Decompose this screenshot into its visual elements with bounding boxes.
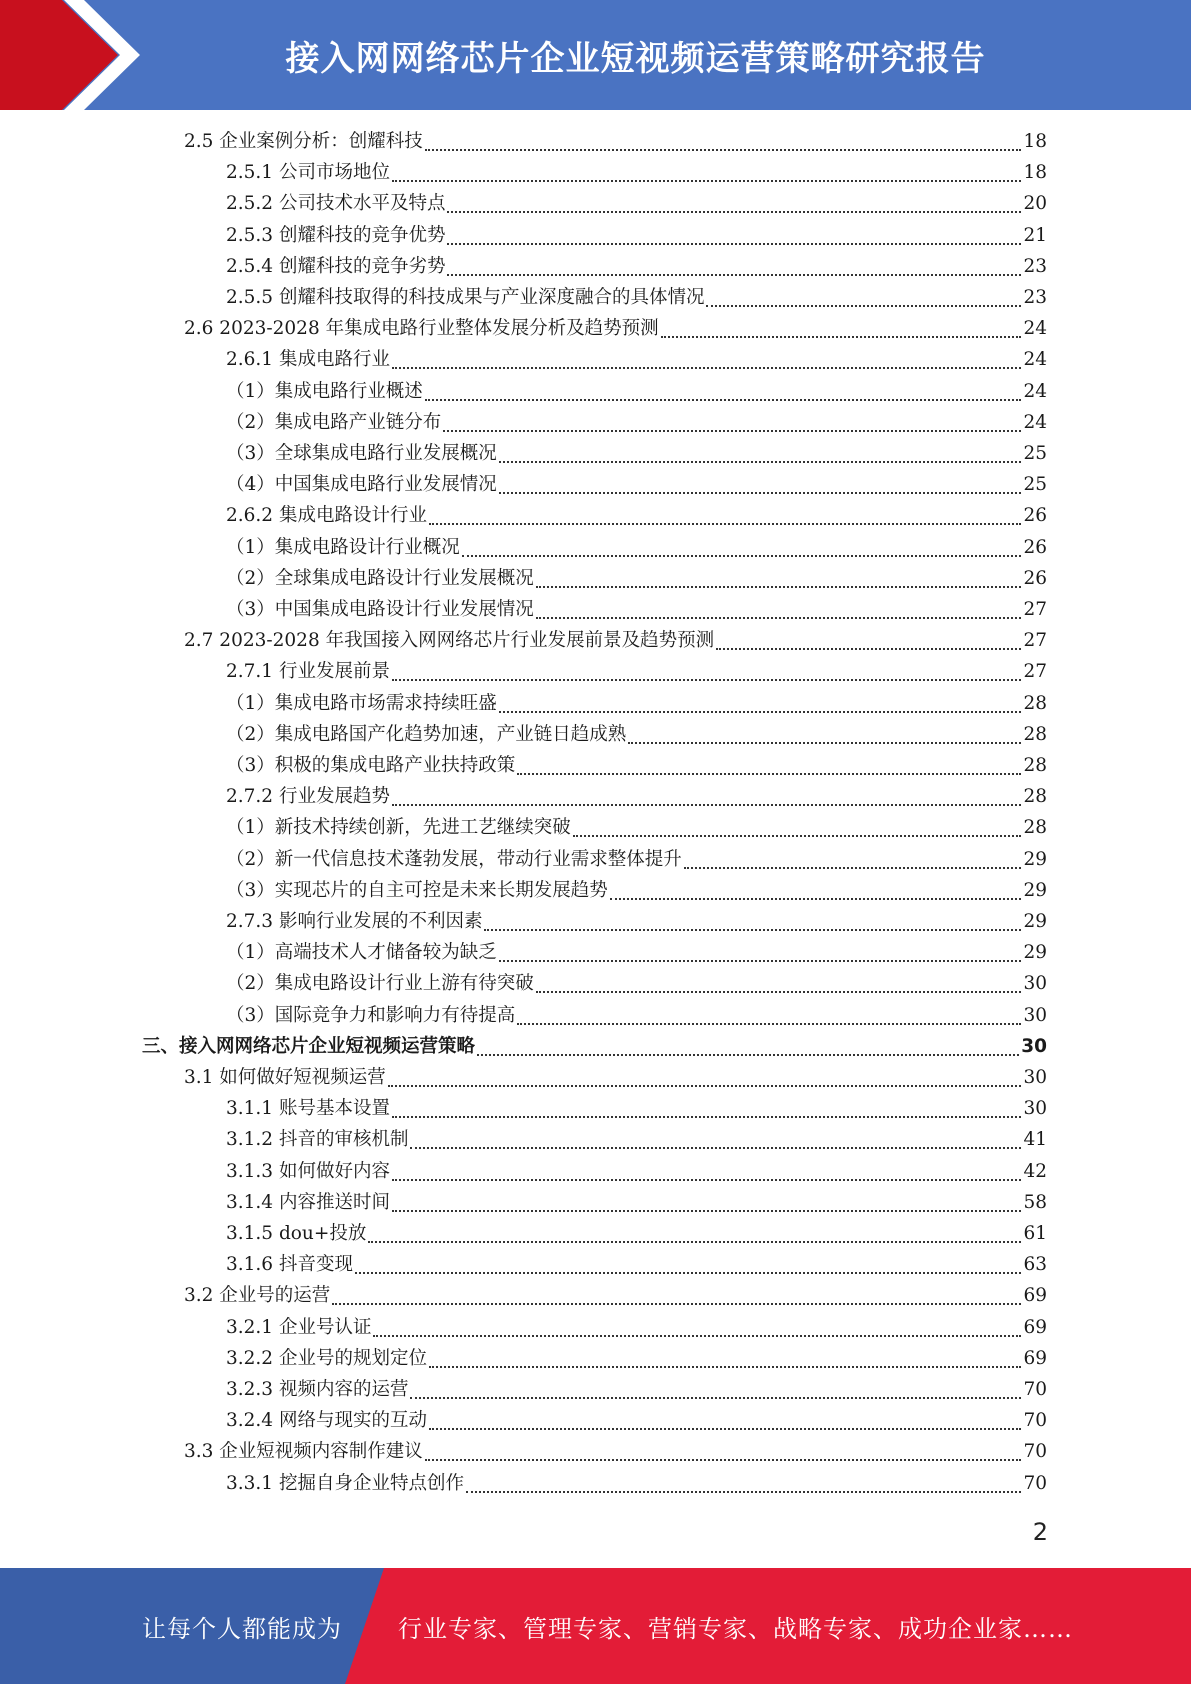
toc-entry-page: 27	[1023, 661, 1047, 683]
toc-entry-page: 25	[1023, 443, 1047, 464]
toc-dot-leader	[425, 1459, 1022, 1461]
toc-entry-page: 58	[1023, 1191, 1047, 1213]
toc-entry[interactable]	[226, 377, 1047, 408]
toc-entry-title: 2.7.3 影响行业发展的不利因素	[226, 911, 483, 932]
toc-dot-leader	[484, 929, 1021, 931]
footer-slogan-right: 行业专家、管理专家、营销专家、战略专家、成功企业家……	[398, 1614, 1073, 1643]
toc-entry[interactable]	[226, 1001, 1047, 1032]
toc-entry-page: 30	[1023, 1067, 1047, 1088]
toc-entry-title: 2.6.2 集成电路设计行业	[226, 505, 427, 527]
toc-dot-leader	[392, 367, 1021, 369]
toc-entry-title: 2.5 企业案例分析：创耀科技	[184, 131, 423, 152]
toc-entry-page: 27	[1023, 630, 1047, 652]
toc-entry-page: 69	[1023, 1347, 1047, 1369]
toc-dot-leader	[388, 1085, 1022, 1087]
toc-entry-page: 63	[1023, 1254, 1047, 1276]
toc-dot-leader	[392, 180, 1021, 182]
toc-dot-leader	[499, 461, 1022, 463]
toc-entry[interactable]	[226, 1094, 1047, 1125]
toc-entry-title: （3）积极的集成电路产业扶持政策	[226, 755, 516, 776]
toc-dot-leader	[517, 773, 1021, 775]
toc-entry-page: 26	[1023, 567, 1047, 589]
toc-entry[interactable]	[226, 845, 1047, 876]
toc-dot-leader	[392, 1116, 1021, 1118]
toc-dot-leader	[410, 1397, 1021, 1399]
toc-dot-leader	[392, 1210, 1021, 1212]
toc-entry-page: 28	[1023, 755, 1047, 776]
toc-entry[interactable]	[226, 252, 1047, 283]
toc-entry-title: （2）新一代信息技术蓬勃发展，带动行业需求整体提升	[226, 848, 682, 870]
toc-entry[interactable]	[226, 1406, 1047, 1437]
toc-entry-page: 41	[1023, 1129, 1047, 1151]
toc-entry[interactable]	[226, 595, 1047, 626]
toc-entry-page: 26	[1023, 536, 1047, 558]
toc-entry[interactable]	[226, 533, 1047, 564]
toc-entry[interactable]	[226, 969, 1047, 1000]
toc-entry-title: （1）高端技术人才储备较为缺乏	[226, 942, 497, 964]
toc-entry[interactable]	[226, 1344, 1047, 1375]
toc-dot-leader	[706, 305, 1021, 307]
toc-entry-title: （2）全球集成电路设计行业发展概况	[226, 567, 534, 589]
toc-dot-leader	[628, 742, 1021, 744]
toc-entry[interactable]	[184, 1437, 1047, 1468]
toc-entry-page: 27	[1023, 599, 1047, 620]
toc-entry-page: 30	[1021, 1035, 1047, 1057]
toc-entry-title: （1）集成电路设计行业概况	[226, 536, 460, 558]
toc-dot-leader	[410, 1147, 1021, 1149]
toc-dot-leader	[425, 149, 1022, 151]
toc-entry-page: 69	[1023, 1316, 1047, 1338]
toc-dot-leader	[573, 835, 1022, 837]
toc-entry-page: 30	[1023, 1004, 1047, 1026]
toc-entry-page: 28	[1023, 786, 1047, 808]
toc-dot-leader	[368, 1241, 1021, 1243]
toc-entry[interactable]	[226, 720, 1047, 751]
toc-dot-leader	[536, 991, 1022, 993]
toc-entry-title: 2.7.2 行业发展趋势	[226, 786, 390, 808]
toc-entry[interactable]	[226, 1250, 1047, 1281]
toc-entry-page: 26	[1023, 505, 1047, 527]
toc-entry[interactable]	[226, 1125, 1047, 1156]
toc-entry-title: 2.5.2 公司技术水平及特点	[226, 193, 446, 215]
toc-dot-leader	[447, 211, 1021, 213]
toc-entry-page: 29	[1023, 879, 1047, 901]
toc-dot-leader	[447, 243, 1021, 245]
toc-entry[interactable]	[184, 127, 1047, 158]
toc-dot-leader	[499, 711, 1022, 713]
toc-dot-leader	[429, 523, 1021, 525]
toc-entry-title: （3）实现芯片的自主可控是未来长期发展趋势	[226, 879, 608, 901]
toc-entry-title: 3.1 如何做好短视频运营	[184, 1067, 386, 1088]
toc-dot-leader	[462, 555, 1022, 557]
toc-dot-leader	[355, 1272, 1022, 1274]
toc-entry[interactable]	[226, 689, 1047, 720]
toc-dot-leader	[443, 430, 1021, 432]
page-number: 2	[1032, 1518, 1048, 1546]
toc-entry-page: 20	[1023, 193, 1047, 215]
toc-dot-leader	[536, 586, 1022, 588]
toc-entry[interactable]	[226, 564, 1047, 595]
toc-entry[interactable]	[226, 876, 1047, 907]
toc-entry[interactable]	[226, 657, 1047, 688]
toc-dot-leader	[499, 492, 1022, 494]
toc-dot-leader	[429, 1428, 1021, 1430]
toc-dot-leader	[661, 336, 1022, 338]
toc-entry-title: 3.1.4 内容推送时间	[226, 1191, 390, 1213]
toc-entry-page: 18	[1023, 131, 1047, 152]
toc-entry-title: 3.1.1 账号基本设置	[226, 1098, 390, 1120]
toc-entry[interactable]	[184, 314, 1047, 345]
toc-entry-page: 24	[1023, 318, 1047, 340]
toc-dot-leader	[517, 1023, 1021, 1025]
toc-dot-leader	[466, 1491, 1021, 1493]
page-header	[0, 0, 1191, 110]
toc-entry-page: 24	[1023, 380, 1047, 402]
toc-entry-title: 2.5.3 创耀科技的竞争优势	[226, 224, 446, 246]
toc-entry[interactable]	[226, 938, 1047, 969]
toc-entry[interactable]	[226, 283, 1047, 314]
toc-entry-title: （3）全球集成电路行业发展概况	[226, 443, 497, 464]
toc-entry-page: 70	[1023, 1441, 1047, 1463]
toc-entry-title: 3.1.3 如何做好内容	[226, 1160, 390, 1182]
toc-entry-title: 2.7.1 行业发展前景	[226, 661, 390, 683]
toc-entry-title: 2.6 2023-2028 年集成电路行业整体发展分析及趋势预测	[184, 318, 659, 340]
toc-entry-page: 61	[1023, 1223, 1047, 1244]
toc-entry[interactable]	[226, 813, 1047, 844]
toc-entry-title: （2）集成电路设计行业上游有待突破	[226, 973, 534, 995]
toc-entry-title: 三、接入网网络芯片企业短视频运营策略	[142, 1035, 476, 1057]
header-arrow-logo	[0, 0, 150, 110]
toc-entry-title: 3.2.4 网络与现实的互动	[226, 1410, 427, 1432]
toc-entry[interactable]	[226, 907, 1047, 938]
toc-dot-leader	[716, 648, 1021, 650]
toc-entry-title: 3.3 企业短视频内容制作建议	[184, 1441, 423, 1463]
toc-entry[interactable]	[226, 439, 1047, 470]
toc-entry[interactable]	[226, 501, 1047, 532]
toc-entry-page: 18	[1023, 162, 1047, 184]
toc-dot-leader	[392, 1179, 1021, 1181]
toc-entry-title: 2.5.5 创耀科技取得的科技成果与产业深度融合的具体情况	[226, 287, 705, 308]
toc-entry[interactable]	[184, 1063, 1047, 1094]
toc-entry[interactable]	[226, 1375, 1047, 1406]
toc-entry-page: 21	[1023, 224, 1047, 246]
toc-entry-page: 29	[1023, 848, 1047, 870]
toc-dot-leader	[610, 898, 1022, 900]
toc-entry-page: 69	[1023, 1285, 1047, 1307]
toc-dot-leader	[429, 1366, 1021, 1368]
toc-entry-title: （1）集成电路行业概述	[226, 380, 423, 402]
toc-entry-page: 24	[1023, 349, 1047, 371]
toc-entry-title: （1）新技术持续创新，先进工艺继续突破	[226, 817, 571, 839]
toc-entry[interactable]	[226, 221, 1047, 252]
toc-entry[interactable]	[226, 345, 1047, 376]
toc-entry-page: 29	[1023, 911, 1047, 932]
toc-entry[interactable]	[226, 1188, 1047, 1219]
toc-entry-title: 3.2.2 企业号的规划定位	[226, 1347, 427, 1369]
toc-dot-leader	[536, 617, 1022, 619]
toc-entry-title: 2.7 2023-2028 年我国接入网网络芯片行业发展前景及趋势预测	[184, 630, 715, 652]
toc-entry[interactable]	[226, 189, 1047, 220]
toc-entry[interactable]	[142, 1032, 1047, 1063]
toc-entry[interactable]	[226, 1157, 1047, 1188]
toc-entry-title: （2）集成电路产业链分布	[226, 411, 442, 433]
toc-dot-leader	[392, 804, 1021, 806]
toc-dot-leader	[499, 960, 1022, 962]
toc-dot-leader	[392, 679, 1021, 681]
toc-entry[interactable]	[184, 626, 1047, 657]
footer-slogan-left: 让每个人都能成为	[142, 1614, 342, 1643]
toc-entry-page: 70	[1023, 1472, 1047, 1494]
toc-entry-page: 42	[1023, 1160, 1047, 1182]
toc-entry-page: 24	[1023, 411, 1047, 433]
toc-dot-leader	[332, 1303, 1021, 1305]
toc-entry-title: 3.1.2 抖音的审核机制	[226, 1129, 409, 1151]
toc-entry-title: 3.1.6 抖音变现	[226, 1254, 353, 1276]
toc-entry-title: 3.2 企业号的运营	[184, 1285, 331, 1307]
toc-entry[interactable]	[184, 1281, 1047, 1312]
toc-entry-title: 3.1.5 dou+投放	[226, 1223, 367, 1244]
toc-entry[interactable]	[226, 1219, 1047, 1250]
toc-entry-title: 3.3.1 挖掘自身企业特点创作	[226, 1472, 464, 1494]
toc-entry[interactable]	[226, 782, 1047, 813]
toc-entry-title: 3.2.1 企业号认证	[226, 1316, 372, 1338]
toc-dot-leader	[477, 1054, 1019, 1056]
toc-entry[interactable]	[226, 158, 1047, 189]
toc-entry-page: 29	[1023, 942, 1047, 964]
toc-entry-title: （3）国际竞争力和影响力有待提高	[226, 1004, 516, 1026]
toc-entry-page: 23	[1023, 287, 1047, 308]
toc-entry-title: （1）集成电路市场需求持续旺盛	[226, 692, 497, 714]
toc-dot-leader	[447, 274, 1021, 276]
toc-entry[interactable]	[226, 408, 1047, 439]
toc-entry[interactable]	[226, 470, 1047, 501]
toc-entry[interactable]	[226, 1469, 1047, 1500]
report-title: 接入网网络芯片企业短视频运营策略研究报告	[285, 38, 986, 79]
toc-dot-leader	[684, 867, 1022, 869]
toc-entry[interactable]	[226, 751, 1047, 782]
toc-entry-page: 70	[1023, 1379, 1047, 1400]
toc-entry-page: 30	[1023, 973, 1047, 995]
toc-entry-title: （4）中国集成电路行业发展情况	[226, 474, 497, 496]
toc-entry-page: 25	[1023, 474, 1047, 496]
toc-entry-title: （3）中国集成电路设计行业发展情况	[226, 599, 534, 620]
toc-entry-title: 2.6.1 集成电路行业	[226, 349, 390, 371]
toc-dot-leader	[425, 399, 1022, 401]
toc-entry-title: 3.2.3 视频内容的运营	[226, 1379, 409, 1400]
toc-entry-title: 2.5.1 公司市场地位	[226, 162, 390, 184]
toc-entry-page: 30	[1023, 1098, 1047, 1120]
toc-dot-leader	[373, 1335, 1021, 1337]
toc-entry-page: 70	[1023, 1410, 1047, 1432]
toc-entry-page: 28	[1023, 692, 1047, 714]
toc-entry-title: 2.5.4 创耀科技的竞争劣势	[226, 255, 446, 277]
toc-entry-title: （2）集成电路国产化趋势加速，产业链日趋成熟	[226, 723, 627, 745]
toc-entry[interactable]	[226, 1313, 1047, 1344]
toc-entry-page: 28	[1023, 723, 1047, 745]
toc-entry-page: 23	[1023, 255, 1047, 277]
toc-entry-page: 28	[1023, 817, 1047, 839]
